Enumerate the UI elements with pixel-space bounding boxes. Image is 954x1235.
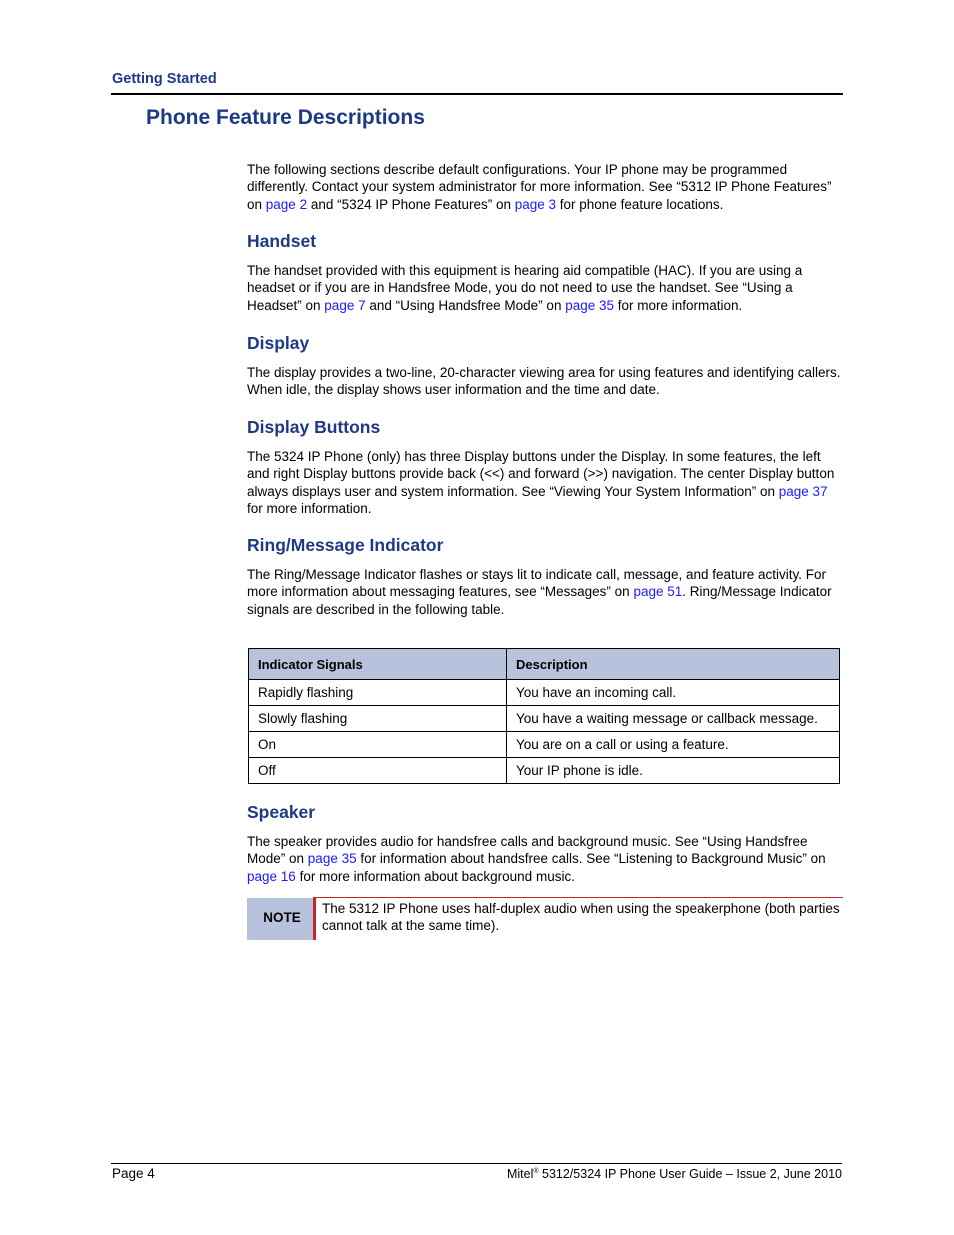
note-top-rule (313, 897, 843, 898)
speaker-paragraph: The speaker provides audio for handsfree calls and background music. See “Using Handsfree Mode” on page 35 for information about handsfree calls. See “Listening to Background Music” on page 16 for more information about background music. (247, 834, 826, 884)
link-page-35[interactable]: page 35 (565, 297, 615, 313)
footer-rule (111, 1163, 842, 1164)
speaker-heading: Speaker (247, 802, 316, 822)
handset-heading: Handset (247, 231, 317, 251)
ring-indicator-paragraph: The Ring/Message Indicator flashes or stays lit to indicate call, message, and feature activity. For more information about messaging features, see “Messages” on page 51. Ring/Message Indicator signals are described in the following table. (247, 567, 832, 617)
table-cell: Off (249, 758, 507, 784)
table-row (249, 758, 840, 784)
table-cell: Your IP phone is idle. (507, 758, 840, 784)
page-title: Phone Feature Descriptions (146, 106, 425, 129)
table-cell: You have a waiting message or callback message. (507, 706, 840, 732)
ring-indicator-heading: Ring/Message Indicator (247, 535, 444, 555)
table-cell: You are on a call or using a feature. (507, 732, 840, 758)
table-row (249, 680, 840, 706)
handset-paragraph: The handset provided with this equipment is hearing aid compatible (HAC). If you are using a headset or if you are in Handsfree Mode, you do not need to use the handset. See “Using a Headset” on page 7 and “Using Handsfree Mode” on page 35 for more information. (247, 263, 803, 313)
link-page-37[interactable]: page 37 (778, 483, 828, 499)
link-page-7[interactable]: page 7 (324, 297, 366, 313)
display-buttons-heading: Display Buttons (247, 417, 381, 437)
table-cell: On (249, 732, 507, 758)
table-cell: Rapidly flashing (249, 680, 507, 706)
note-label: NOTE (263, 910, 301, 925)
column-header: Indicator Signals (249, 649, 507, 680)
table-cell: Slowly flashing (249, 706, 507, 732)
link-page-2[interactable]: page 2 (265, 196, 308, 212)
page-number: Page 4 (112, 1166, 155, 1181)
link-page-3[interactable]: page 3 (514, 196, 557, 212)
link-page-51[interactable]: page 51 (633, 584, 683, 600)
header-rule (111, 93, 843, 95)
link-page-35[interactable]: page 35 (307, 851, 357, 867)
display-paragraph: The display provides a two-line, 20-character viewing area for using features and identifying callers. When idle, the display shows user information and the time and date. (247, 365, 841, 398)
link-page-16[interactable]: page 16 (247, 868, 296, 884)
table-row (249, 732, 840, 758)
display-heading: Display (247, 333, 310, 353)
note-text: The 5312 IP Phone uses half-duplex audio when using the speakerphone (both parties cannot talk at the same time). (322, 901, 840, 934)
display-buttons-paragraph: The 5324 IP Phone (only) has three Display buttons under the Display. In some features, the left and right Display buttons provide back (<<) and forward (>>) navigation. The center Display button always displays user and system information. See “Viewing Your System Information” on page 37 for more information. (247, 449, 835, 516)
indicator-signals-table (248, 648, 840, 784)
document-title: Mitel® 5312/5324 IP Phone User Guide – Issue 2, June 2010 (506, 1167, 842, 1181)
column-header: Description (507, 649, 840, 680)
table-cell: You have an incoming call. (507, 680, 840, 706)
intro-paragraph: The following sections describe default configurations. Your IP phone may be programmed differently. Contact your system administrator for more information. See “5312 IP Phone Features” on page 2 and “5324 IP Phone Features” on page 3 for phone feature locations. (247, 162, 832, 212)
running-header: Getting Started (112, 71, 217, 87)
note-accent-bar (313, 898, 316, 940)
table-header-row (249, 649, 840, 680)
table-row (249, 706, 840, 732)
